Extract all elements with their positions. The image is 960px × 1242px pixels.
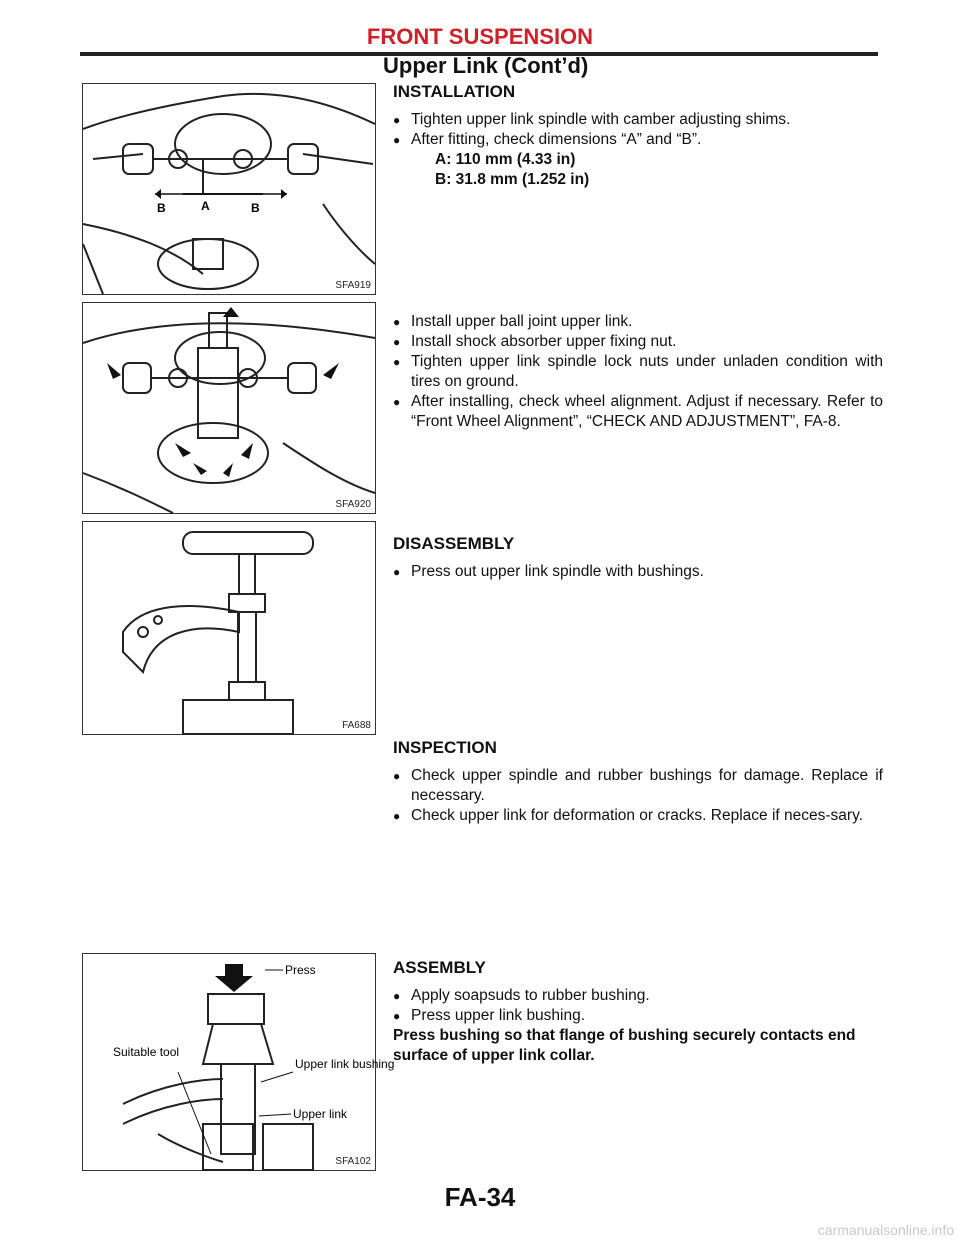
disassembly-heading: DISASSEMBLY (393, 534, 515, 553)
page-number: FA-34 (444, 1182, 516, 1212)
disassembly-section (393, 534, 883, 582)
installation-steps-2 (393, 312, 883, 432)
installation-heading: INSTALLATION (393, 82, 516, 101)
installation-section (393, 82, 883, 190)
inspection-heading: INSPECTION (393, 738, 497, 757)
list-item: ● Check upper spindle and rubber bushings for damage. Replace if necessary. (393, 767, 883, 804)
press-bushing-illustration (83, 954, 395, 1170)
label-suitable-tool: Suitable tool (113, 1045, 180, 1059)
spec-a: A: 110 mm (4.33 in) (435, 151, 576, 168)
figure-sfa102 (82, 953, 395, 1171)
list-item: ● Install shock absorber upper fixing nut. (393, 333, 677, 350)
upper-link-dimensions-illustration (83, 84, 375, 294)
list-item: ● Tighten upper link spindle lock nuts under unladen condition with tires on ground. (393, 353, 883, 390)
label-upper-link-bushing: Upper link bushing (295, 1057, 395, 1071)
figure-sfa919 (82, 83, 376, 295)
list-item: ● Press upper link bushing. (393, 1007, 586, 1024)
assembly-section (393, 958, 883, 1066)
figure-sfa920 (82, 302, 376, 514)
inspection-section (393, 738, 883, 826)
dim-label-a: A (201, 199, 210, 213)
figure-fa688 (82, 521, 376, 735)
figure-code: SFA920 (335, 499, 371, 510)
dim-label-b-right: B (251, 201, 260, 215)
assembly-heading: ASSEMBLY (393, 958, 486, 977)
figure-code: SFA102 (335, 1156, 371, 1167)
section-title: FRONT SUSPENSION (366, 24, 594, 49)
press-out-spindle-illustration (83, 522, 375, 734)
list-item: ● Press out upper link spindle with bushings. (393, 563, 704, 580)
label-press: Press (285, 963, 316, 977)
shock-absorber-illustration (83, 303, 375, 513)
spec-b: B: 31.8 mm (1.252 in) (435, 171, 590, 188)
assembly-note: Press bushing so that flange of bushing securely contacts end surface of upper link collar. (393, 1027, 856, 1064)
list-item: ● After fitting, check dimensions “A” and “B”. (393, 131, 702, 148)
watermark: carmanualsonline.info (817, 1222, 954, 1238)
page-subtitle: Upper Link (Cont’d) (383, 53, 589, 78)
list-item: ● Install upper ball joint upper link. (393, 313, 633, 330)
list-item: ● Tighten upper link spindle with camber adjusting shims. (393, 111, 791, 128)
list-item: ● Apply soapsuds to rubber bushing. (393, 987, 650, 1004)
list-item: ● Check upper link for deformation or cracks. Replace if neces-sary. (393, 807, 863, 824)
dim-label-b-left: B (157, 201, 166, 215)
list-item: ● After installing, check wheel alignment. Adjust if necessary. Refer to “Front Wheel Alignment”, “CHECK AND ADJUSTMENT”, FA-8. (393, 393, 883, 430)
figure-code: FA688 (342, 720, 371, 731)
figure-code: SFA919 (335, 280, 371, 291)
label-upper-link: Upper link (293, 1107, 348, 1121)
